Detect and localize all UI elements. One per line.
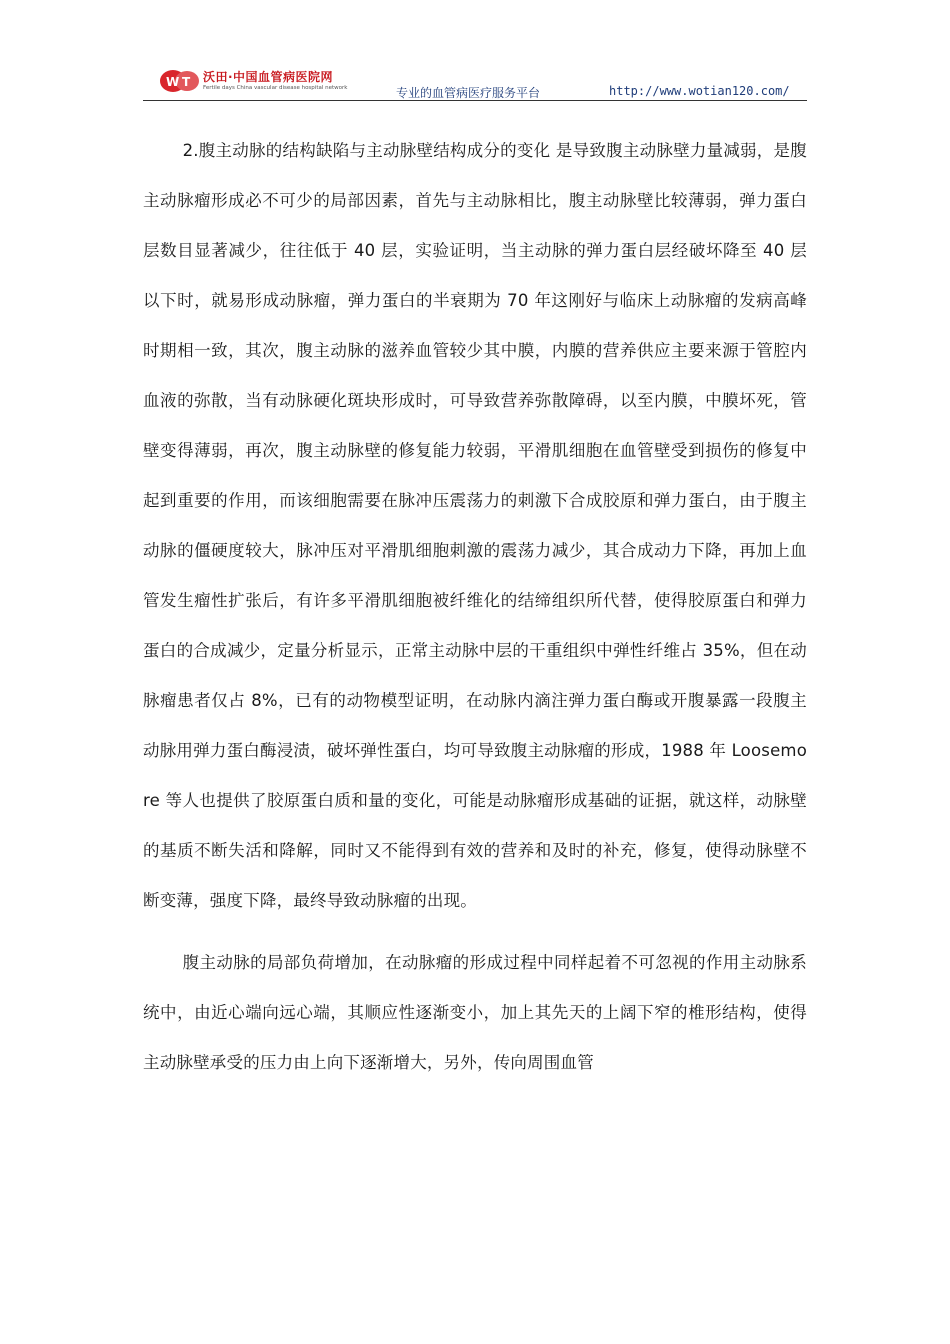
svg-text:T: T bbox=[182, 75, 191, 89]
site-logo[interactable] bbox=[159, 66, 399, 96]
paragraph-local-load: 腹主动脉的局部负荷增加，在动脉瘤的形成过程中同样起着不可忽视的作用主动脉系统中，由近心端向远心端，其顺应性逐渐变小，加上其先天的上阔下窄的椎形结构，使得主动脉壁承受的压力由上向下逐渐增大，另外，传向周围血管 bbox=[143, 953, 807, 1072]
logo-title: 沃田·中国血管病医院网 bbox=[203, 70, 334, 84]
logo-subtitle: Fertile days China vascular disease hospital network bbox=[203, 85, 348, 91]
site-tagline: 专业的血管病医疗服务平台 bbox=[396, 86, 541, 100]
page-header bbox=[143, 62, 807, 102]
svg-text:W: W bbox=[166, 75, 180, 89]
site-url-link[interactable]: http://www.wotian120.com/ bbox=[609, 84, 790, 98]
header-divider bbox=[143, 100, 807, 101]
logo-mark-icon bbox=[159, 68, 201, 94]
paragraph-structural-defects: 2.腹主动脉的结构缺陷与主动脉壁结构成分的变化 是导致腹主动脉壁力量减弱，是腹主动脉瘤形成必不可少的局部因素，首先与主动脉相比，腹主动脉壁比较薄弱，弹力蛋白层数目显著减少，往往低于 40 层，实验证明，当主动脉的弹力蛋白层经破坏降至 40 层以下时，就易形成动脉瘤，弹力蛋白的半衰期为 70 年这刚好与临床上动脉瘤的发病高峰时期相一致，其次，腹主动脉的滋养血管较少其中膜，内膜的营养供应主要来源于管腔内血液的弥散，当有动脉硬化斑块形成时，可导致营养弥散障碍，以至内膜，中膜坏死，管壁变得薄弱，再次，腹主动脉壁的修复能力较弱，平滑肌细胞在血管壁受到损伤的修复中起到重要的作用，而该细胞需要在脉冲压震荡力的刺激下合成胶原和弹力蛋白，由于腹主动脉的僵硬度较大，脉冲压对平滑肌细胞刺激的震荡力减少，其合成动力下降，再加上血管发生瘤性扩张后，有许多平滑肌细胞被纤维化的结缔组织所代替，使得胶原蛋白和弹力蛋白的合成减少，定量分析显示，正常主动脉中层的干重组织中弹性纤维占 35%，但在动脉瘤患者仅占 8%，已有的动物模型证明，在动脉内滴注弹力蛋白酶或开腹暴露一段腹主动脉用弹力蛋白酶浸渍，破坏弹性蛋白，均可导致腹主动脉瘤的形成，1988 年 Loosemore 等人也提供了胶原蛋白质和量的变化，可能是动脉瘤形成基础的证据，就这样，动脉壁的基质不断失活和降解，同时又不能得到有效的营养和及时的补充，修复，使得动脉壁不断变薄，强度下降，最终导致动脉瘤的出现。 bbox=[143, 141, 807, 910]
article-body bbox=[143, 126, 807, 1100]
